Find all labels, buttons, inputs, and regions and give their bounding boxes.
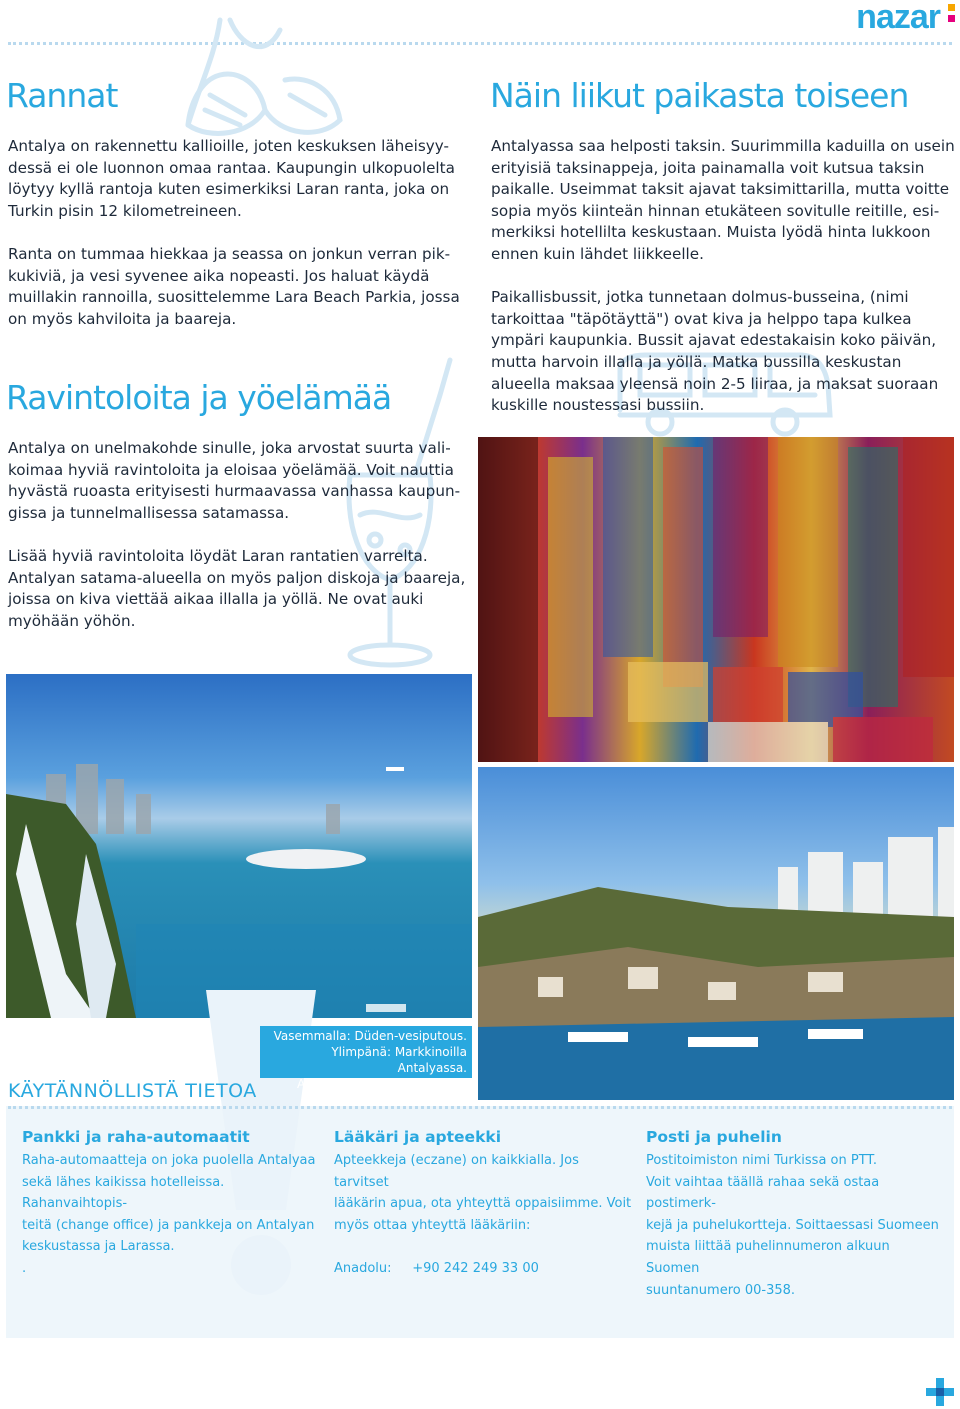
info-col-text-posti: Postitoimiston nimi Turkissa on PTT. Voit vaihtaa täällä rahaa sekä ostaa postimerk- kejä ja puhelukortteja. Soittaessasi Suomeen muista liittää puhelinnumeron alkuun Suomen suuntanumero 00-358. [646,1153,939,1298]
rannat-heading: Rannat [6,76,118,115]
info-dotted-divider [8,1106,952,1109]
photo-captions: Vasemmalla: Düden-vesiputous. Ylimpänä: Markkinoilla Antalyassa. Alimpana: Antalyan satama. [273,1029,467,1091]
bikini-sketch-icon [170,15,350,145]
info-col-text-laakari: Apteekkeja (eczane) on kaikkialla. Jos tarvitset lääkärin apua, ota yhteyttä oppaisiimme. Voit myös ottaa yhteyttä lääkäriin: Anadolu: +90 242 249 33 00 [334,1153,632,1276]
ravintolat-text: Antalya on unelmakohde sinulle, joka arvostat suurta vali- koimaa hyviä ravintoloita ja eloisaa yöelämää. Voit nauttia hyvästä ruoasta erityisesti hurmaavassa vanhassa kaupun- gissa ja tunnelmallisessa satamassa. Lisää hyviä ravintoloita löydät Laran rantatien varrelta. Antalyan satama-alueella on myös paljon diskoja ja baareja, joissa on kiva viettää aikaa illalla ja yöllä. Ne ovat auki myöhään yöhön. [8,439,466,630]
ravintolat-heading: Ravintoloita ja yöelämää [6,378,392,417]
duden-waterfall-photo [6,674,472,1018]
rannat-text: Antalya on rakennettu kallioille, joten keskuksen läheisyy- dessä ei ole luonnon omaa rantaa. Kaupungin ulkopuolelta löytyy kyllä rantoja kuten esimerkiksi Laran ranta, joka on Turkin pisin 12 kilometreineen. Ranta on tummaa hiekkaa ja seassa on jonkun verran pik- kukiviä, ja vesi syvenee aika nopeasti. Jos haluat käydä muillakin rannoilla, suosittelemme Lara Beach Parkia, jossa on myös kahviloita ja baareja. [8,137,460,328]
plus-logo-icon [926,1378,954,1406]
brand-logo: nazar [856,0,940,36]
info-col-title-laakari: Lääkäri ja apteekki [334,1128,502,1146]
market-textiles-photo [478,437,954,762]
antalya-harbour-photo [478,767,954,1100]
info-col-text-pankki: Raha-automaatteja on joka puolella Antalyaa sekä lähes kaikissa hotelleissa. Rahanvaihtopis- teitä (change office) ja pankkeja on Antalyan keskustassa ja Larassa. . [22,1153,316,1276]
info-col-title-pankki: Pankki ja raha-automaatit [22,1128,250,1146]
info-col-title-posti: Posti ja puhelin [646,1128,782,1146]
top-dotted-divider [8,42,952,45]
info-heading: KÄYTÄNNÖLLISTÄ TIETOA [8,1080,257,1102]
liikenne-heading: Näin liikut paikasta toiseen [490,76,909,115]
liikenne-text: Antalyassa saa helposti taksin. Suurimmilla kaduilla on usein erityisiä taksinappeja, joita painamalla voit kutsua taksin paikalle. Useimmat taksit ajavat taksimittarilla, mutta voitte sopia myös kiinteän hinnan etukäteen sovitulle reitille, esi- merkiksi hotellilta keskustaan. Muista lyödä hinta lukkoon ennen kuin lähdet liikkeelle. Paikallisbussit, jotka tunnetaan dolmus-busseina, (nimi tarkoittaa "täpötäyttä") ovat kiva ja helppo tapa kulkea ympäri kaupunkia. Bussit ajavat edestakaisin koko päivän, mutta harvoin illalla ja yöllä. Matka bussilla keskustan alueella maksaa yleensä noin 2-5 liiraa, ja maksat suoraan kuskille noustessasi bussiin. [491,137,955,415]
brand-logo-dots [948,4,956,26]
